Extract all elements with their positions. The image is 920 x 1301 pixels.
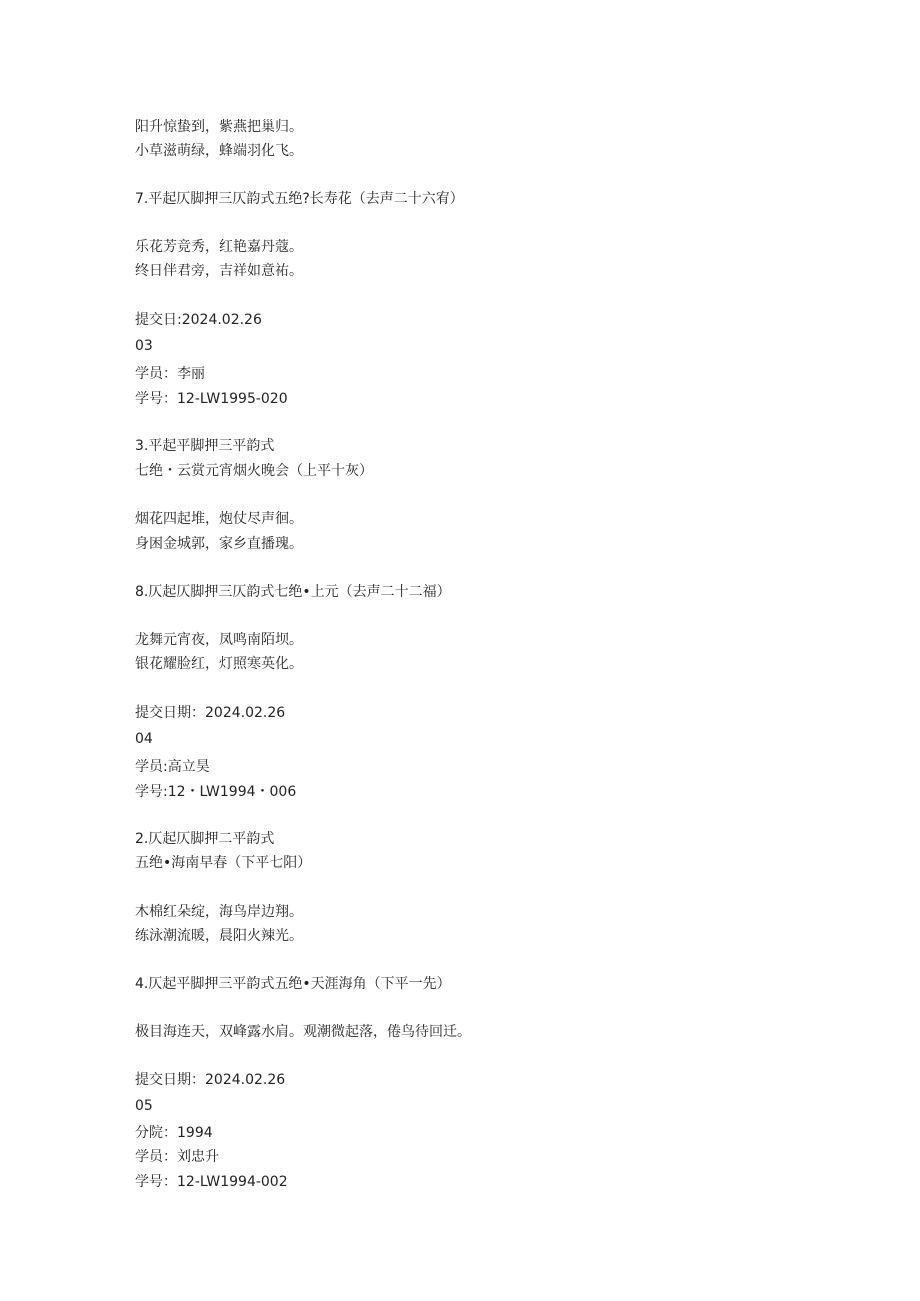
poem-line: 身困金城郭，家乡直播瑰。 bbox=[135, 536, 303, 552]
student-id: 学号:12・LW1994・006 bbox=[135, 784, 297, 800]
student-name: 学员:高立昊 bbox=[135, 759, 210, 775]
student-id: 学号：12-LW1994-002 bbox=[135, 1174, 288, 1190]
submission-date: 提交日期：2024.02.26 bbox=[135, 1072, 286, 1088]
entry-number: 03 bbox=[135, 338, 153, 354]
student-id: 学号：12-LW1995-020 bbox=[135, 391, 288, 407]
poem-line: 银花耀脸红，灯照寒英化。 bbox=[135, 656, 303, 672]
poem-line: 乐花芳竞秀，红艳嘉丹蔻。 bbox=[135, 239, 303, 255]
student-name: 学员：李丽 bbox=[135, 366, 205, 382]
student-name: 学员：刘忠升 bbox=[135, 1149, 219, 1165]
poem-line: 龙舞元宵夜，凤鸣南陌坝。 bbox=[135, 632, 303, 648]
poem-title: 五绝•海南早春（下平七阳） bbox=[135, 855, 312, 871]
submission-date: 提交日:2024.02.26 bbox=[135, 312, 262, 328]
poem-line: 烟花四起堆，炮仗尽声徊。 bbox=[135, 511, 303, 527]
poem-line: 练泳潮流暖，晨阳火辣光。 bbox=[135, 928, 303, 944]
poem-line: 终日伴君旁，吉祥如意祐。 bbox=[135, 263, 303, 279]
poem-heading: 3.平起平脚押三平韵式 bbox=[135, 438, 275, 454]
poem-line: 小草滋萌绿，蜂端羽化飞。 bbox=[135, 143, 303, 159]
poem-heading: 4.仄起平脚押三平韵式五绝•天涯海角（下平一先） bbox=[135, 976, 451, 992]
poem-heading: 2.仄起仄脚押二平韵式 bbox=[135, 831, 275, 847]
poem-title: 七绝・云赏元宵烟火晚会（上平十灰） bbox=[135, 463, 373, 479]
branch: 分院：1994 bbox=[135, 1125, 213, 1141]
poem-line: 木棉红朵绽，海鸟岸边翔。 bbox=[135, 904, 303, 920]
poem-heading: 8.仄起仄脚押三仄韵式七绝•上元（去声二十二福） bbox=[135, 584, 451, 600]
poem-line: 极目海连天，双峰露水肩。观潮微起落，倦鸟待回迁。 bbox=[135, 1024, 471, 1040]
poem-heading: 7.平起仄脚押三仄韵式五绝?长寿花（去声二十六宥） bbox=[135, 191, 464, 207]
entry-number: 04 bbox=[135, 731, 153, 747]
poem-line: 阳升惊蛰到，紫燕把巢归。 bbox=[135, 119, 303, 135]
submission-date: 提交日期：2024.02.26 bbox=[135, 705, 286, 721]
entry-number: 05 bbox=[135, 1098, 153, 1114]
